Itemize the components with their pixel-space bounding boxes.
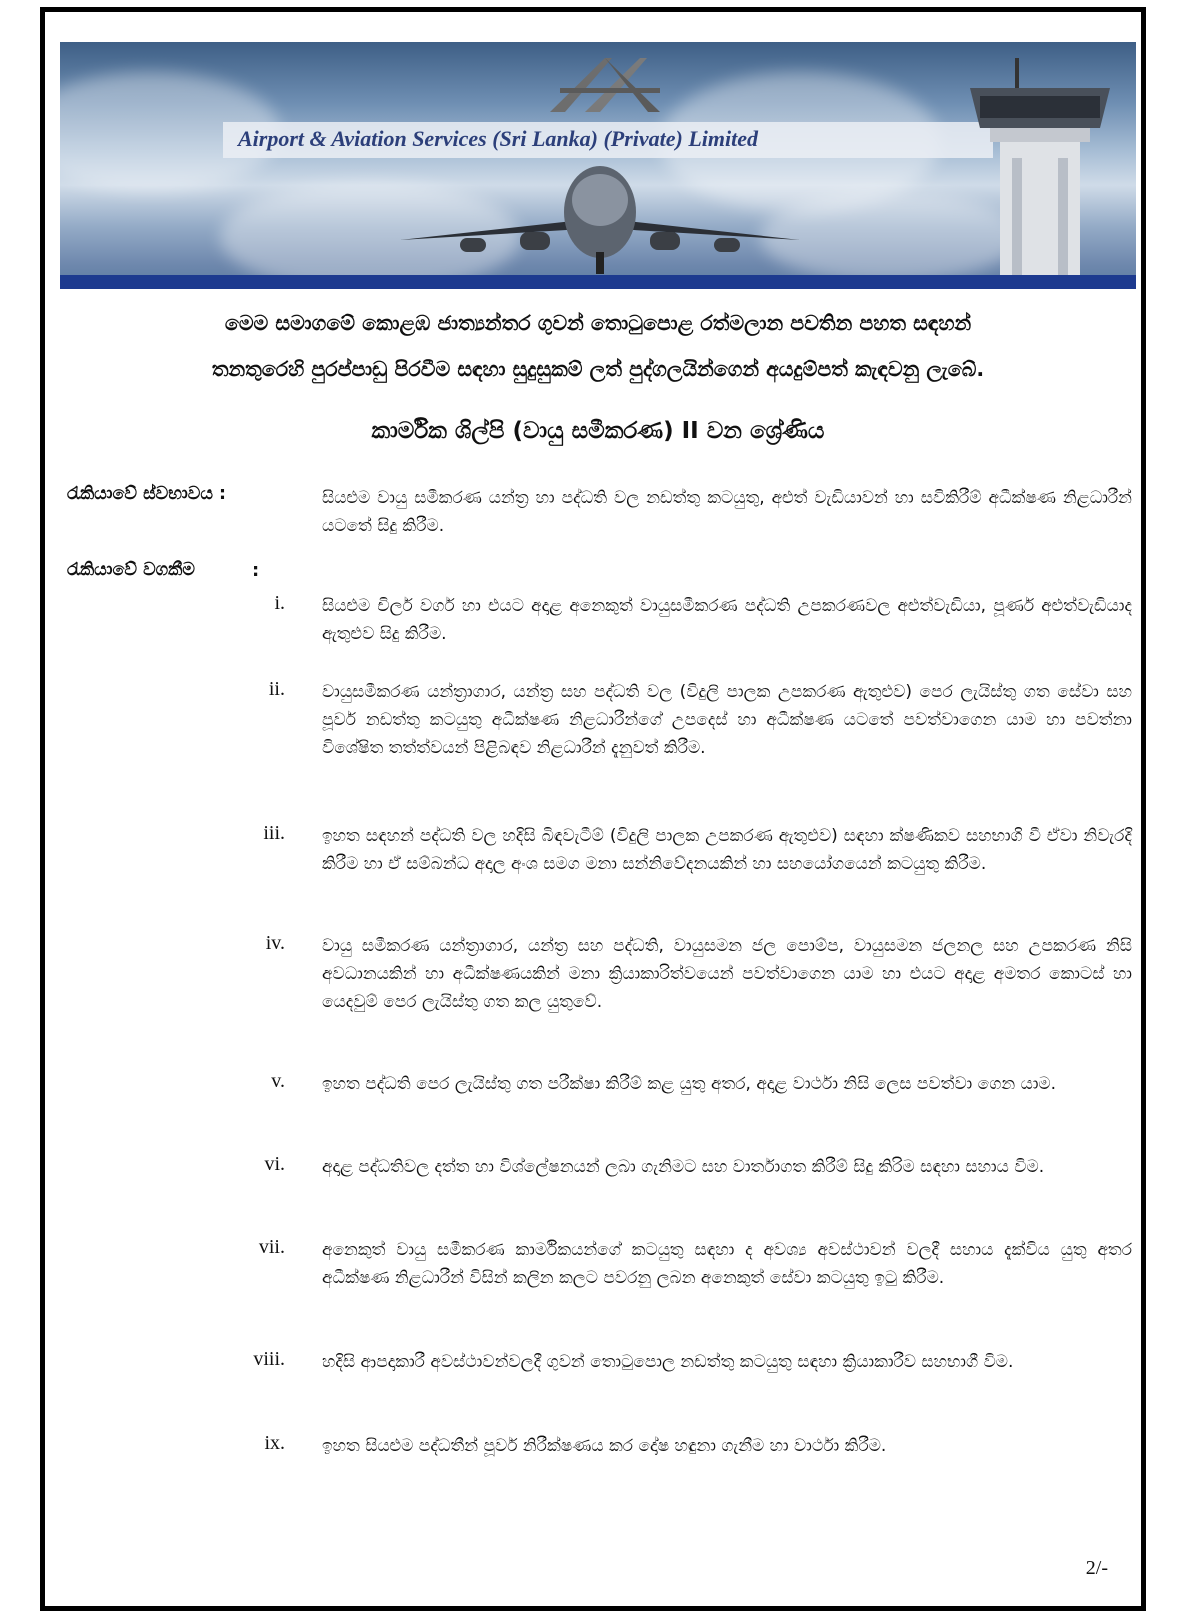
duty-number: ii. <box>268 678 285 700</box>
duty-number: i. <box>274 592 285 614</box>
duty-number: iv. <box>265 932 285 954</box>
intro-line-2: තනතුරෙහි පුරප්පාඩු පිරවීම සඳහා සුදුසුකම් ලත් පුද්ගලයින්ගෙන් අයදුම්පත් කැඳවනු ලැබේ. <box>211 357 985 381</box>
control-tower-image <box>960 48 1120 276</box>
duty-text: ඉහත සඳහන් පද්ධති වල හදිසි බිඳවැටීම් (විදුලි පාලක උපකරණ ඇතුළුව) සඳහා ක්ෂණිකව සහභාගි වී ඒවා නිවැරදි කිරීම හා ඒ සම්බන්ධ අදාල අංශ සමග මනා සන්නිවේදනයකින් හා සහයෝගයෙන් කටයුතු කිරීම. <box>322 826 1132 874</box>
duty-text: අනෙකුත් වායු සමීකරණ කාර්මිකයන්ගේ කටයුතු සඳහා ද අවශ්‍ය අවස්ථාවන් වලදී සහාය දැක්විය යුතු අතර අධීක්ෂණ නිළධාරීන් විසින් කලින කලට පවරනු ලබන අනෙකුත් සේවා කටයුතු ඉටු කිරීම. <box>322 1240 1132 1288</box>
duty-number: vii. <box>258 1236 285 1258</box>
duty-text: හදිසි ආපදාකාරී අවස්ථාවන්වලදී ගුවන් තොටුපොල නඩත්තු කටයුතු සඳහා ක්‍රියාකාරීව සහභාගී විම. <box>322 1352 1014 1372</box>
header-banner <box>60 42 1136 289</box>
position-title: කාර්මික ශිල්පි (වායු සමීකරණ) II වන ශ්‍රේණිය <box>371 418 825 444</box>
duty-text: වායු සමීකරණ යන්ත්‍රාගාර, යන්ත්‍ර සහ පද්ධති, වායුසමන ජල පොම්ප, වායුසමන ජලනල සහ උපකරණ නිසි අවධානයකින් හා අධීක්ෂණයකින් මනා ක්‍රියාකාරිත්වයෙන් පවත්වාගෙන යාම හා එයට අදාළ අමතර කොටස් හා යෙදවුම් පෙර ලැයිස්තු ගත කල යුතුවේ. <box>322 936 1132 1012</box>
intro-line-1: මෙම සමාගමේ කොළඹ ජාත්‍යන්තර ගුවන් තොටුපොළ රත්මලාන පවතින පහත සඳහන් <box>224 311 972 335</box>
nature-text: සියළුම වායු සමීකරණ යන්ත්‍ර හා පද්ධති වල නඩත්තු කටයුතු, අළුත් වැඩියාවන් හා සවිකිරීම් අධීක්ෂණ නිළධාරීන් යටතේ සිදු කිරීම. <box>322 488 1132 536</box>
duty-number: viii. <box>253 1348 285 1370</box>
airplane-image <box>400 140 800 280</box>
duty-text: වායුසමීකරණ යන්ත්‍රාගාර, යන්ත්‍ර සහ පද්ධති වල (විදුලි පාලක උපකරණ ඇතුළුව) පෙර ලැයිස්තු ගත සේවා සහ පූර්ව නඩත්තු කටයුතු අධීක්ෂණ නිළධාරීන්ගේ උපදෙස් හා අධීක්ෂණ යටතේ පවත්වාගෙන යාම හා පවත්නා විශේෂිත තත්ත්වයන් පිළිබඳව නිළධාරීන් දැනුවත් කිරීම. <box>322 682 1132 758</box>
company-logo <box>530 50 680 120</box>
duties-colon: : <box>252 560 260 581</box>
company-name: Airport & Aviation Services (Sri Lanka) (Private) Limited <box>238 126 759 151</box>
duty-text: අදාළ පද්ධතිවල දත්ත හා විශ්ලේෂනයන් ලබා ගැනිමට සහ වාර්තාගත කිරීම් සිදු කිරිම සඳහා සහාය විම. <box>322 1157 1045 1177</box>
nature-label: රැකියාවේ ස්වභාවය : <box>67 484 227 504</box>
duty-number: ix. <box>264 1432 285 1454</box>
duty-text: ඉහත පද්ධති පෙර ලැයිස්තු ගත පරීක්ෂා කිරීම් කළ යුතු අතර, අදාළ වාර්ථා නිසි ලෙස පවත්වා ගෙන යාම. <box>322 1074 1057 1094</box>
duty-text: සියළුම චිලර් වර්ග හා එයට අදාළ අනෙකුත් වායුසමීකරණ පද්ධති උපකරණවල අළුත්වැඩියා, පූර්ණ අළුත්වැඩියාද ඇතුළුව සිදු කිරීම. <box>322 596 1132 644</box>
page-continuation-marker: 2/- <box>1085 1557 1108 1579</box>
intro-text <box>60 300 1136 392</box>
duty-number: vi. <box>264 1153 285 1175</box>
duty-text: ඉහත සියළුම පද්ධතීන් පූර්ව නිරීක්ෂණය කර දෝෂ හඳුනා ගැනීම හා වාර්ථා කිරීම. <box>322 1436 887 1456</box>
duties-label: රැකියාවේ වගකීම <box>67 560 195 580</box>
duty-number: iii. <box>263 822 285 844</box>
duty-number: v. <box>271 1070 285 1092</box>
banner-footer-band <box>60 275 1136 289</box>
